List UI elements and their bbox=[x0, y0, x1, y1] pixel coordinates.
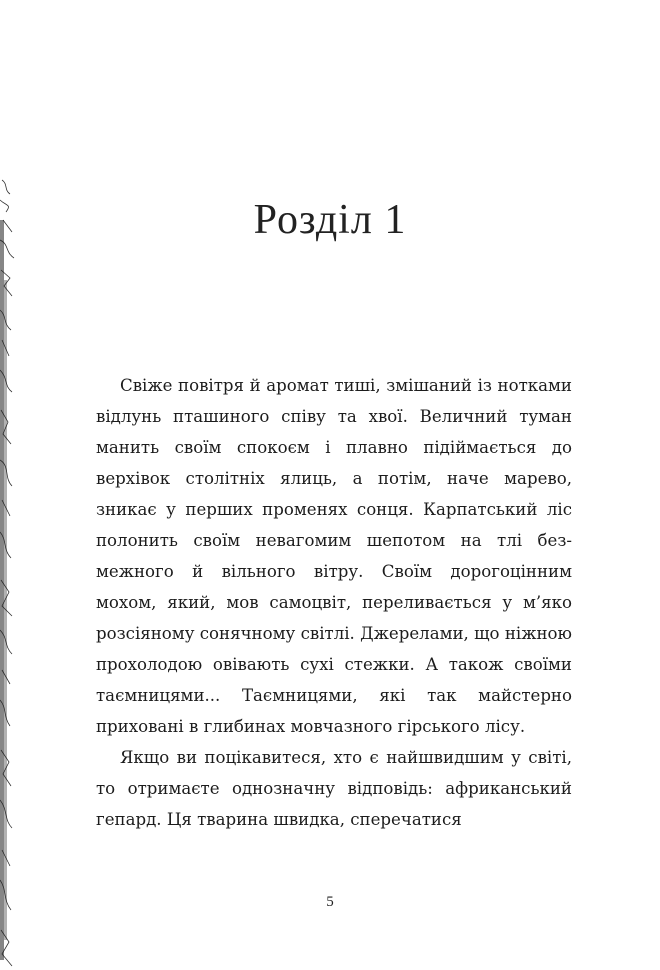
page-number: 5 bbox=[326, 894, 334, 910]
paragraph-2: Якщо ви поцікавитеся, хто є найшвидшим у світі, то отримаєте однозначну відповідь: африканський гепард. Ця тварина швидка, сперечатися bbox=[96, 748, 572, 829]
forest-illustration-edge bbox=[0, 160, 20, 970]
chapter-body bbox=[96, 370, 572, 835]
paragraph-1: Свіже повітря й аромат тиші, змішаний із нотками відлунь пташиного співу та хвої. Величний туман манить своїм спокоєм і плавно підіймається до верхівок столітніх ялиць, а потім, наче марево, зникає у перших променях сонця. Карпатський ліс полонить своїм невагомим шепотом на тлі безмежного й вільного вітру. Своїм дорогоцінним мохом, який, мов самоцвіт, переливається у м’яко розсіяному сонячному світлі. Джерелами, що ніжною прохолодою овівають сухі стежки. А також своїми таємницями... Таємницями, які так майстерно приховані в глибинах мовчазного гірського лісу. bbox=[96, 376, 572, 736]
chapter-title: Розділ 1 bbox=[253, 197, 407, 243]
